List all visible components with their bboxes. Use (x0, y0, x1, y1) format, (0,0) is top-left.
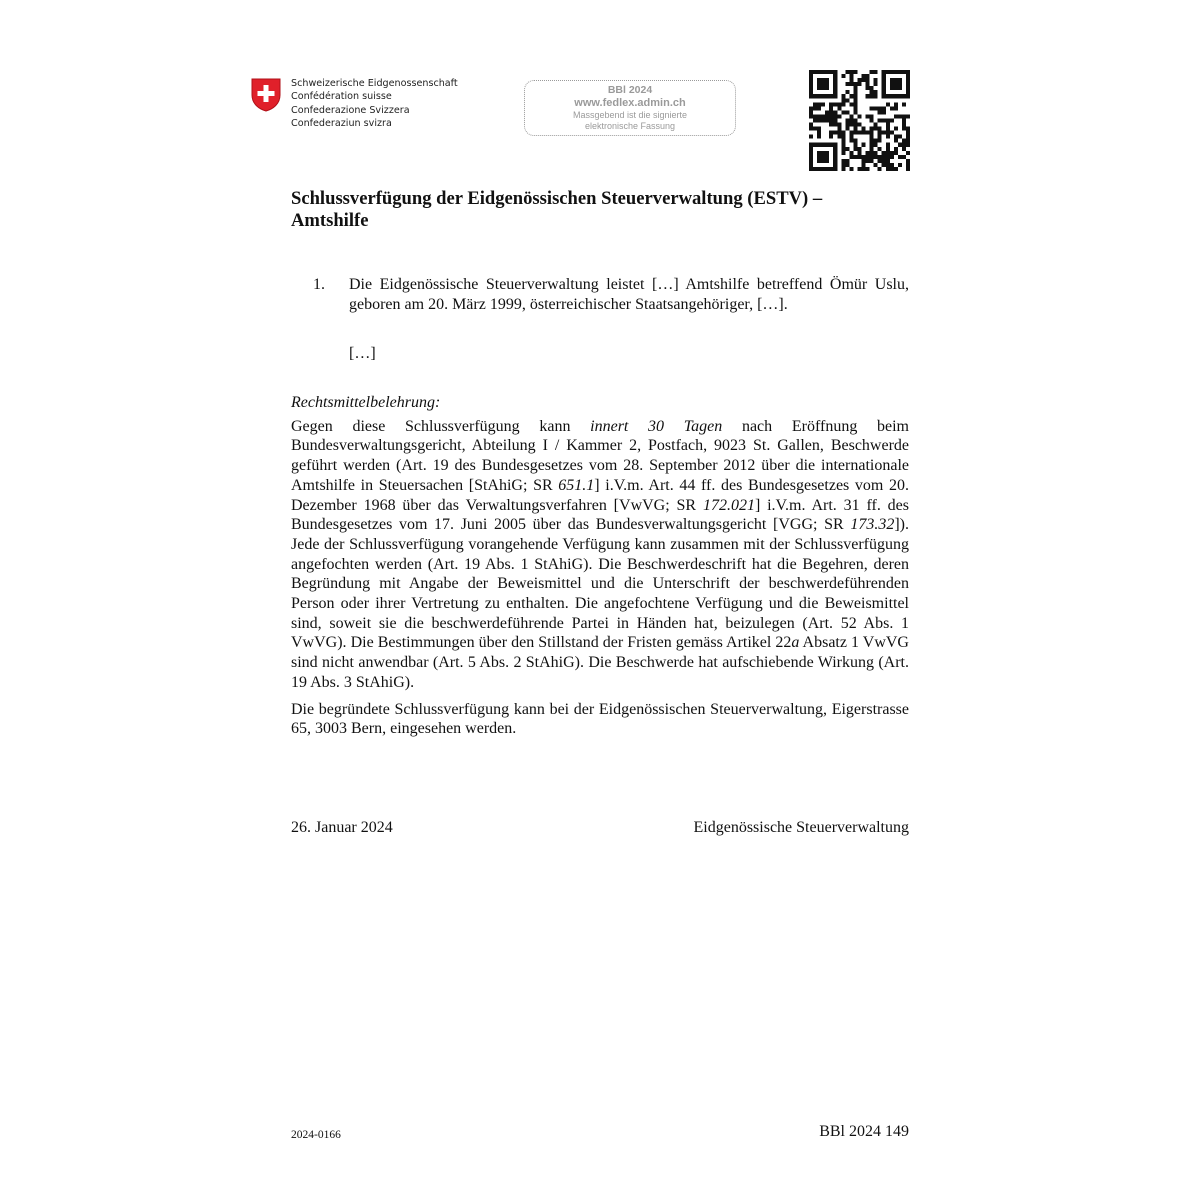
swiss-coat-of-arms-icon (251, 78, 281, 112)
sr-number: 172.021 (702, 496, 755, 514)
document-reference: 2024-0166 (291, 1129, 341, 1141)
text-run: nach Eröffnung beim Bundesverwaltungsgericht, Abteilung I / Kammer 2, Postfach, 9023 St. Gallen, Beschwerde geführt werden (Art. 19 des Bundesgesetzes vom 28. September 2012 über die internationale Amtshilfe in Steuersachen [StAhiG; SR (291, 417, 909, 494)
legal-paragraph-1 (291, 417, 909, 693)
document-title (291, 188, 911, 232)
omission-marker: […] (349, 345, 376, 362)
decision-item (313, 275, 909, 314)
text-run: Absatz 1 VwVG sind nicht anwendbar (Art. 5 Abs. 2 StAhiG). Die Beschwerde hat aufschiebende Wirkung (Art. 19 Abs. 3 StAhiG). (291, 634, 909, 691)
legal-paragraph-2: Die begründete Schlussverfügung kann bei der Eidgenössischen Steuerverwaltung, Eigerstrasse 65, 3003 Bern, eingesehen werden. (291, 700, 909, 738)
section-heading: Rechtsmittelbelehrung: (291, 394, 441, 411)
issuing-authority: Eidgenössische Steuerverwaltung (693, 819, 909, 836)
confederation-name-de: Schweizerische Eidgenossenschaft (291, 78, 458, 89)
text-run: ] i.V.m. Art. 44 ff. des Bundesgesetzes vom 20. Dezember 1968 über das Verwaltungsverfahren [VwVG; SR (291, 476, 909, 514)
title-line-2: Amtshilfe (291, 210, 369, 231)
stamp-website: www.fedlex.admin.ch (574, 97, 686, 109)
confederation-name-rm: Confederaziun svizra (291, 118, 392, 130)
legal-remedies-section (291, 393, 909, 746)
confederation-name-fr: Confédération suisse (291, 91, 392, 103)
stamp-publication: BBl 2024 (607, 84, 653, 96)
confederation-name-it: Confederazione Svizzera (291, 104, 410, 116)
sr-number: 651.1 (558, 476, 595, 494)
sr-number: 173.32 (850, 516, 895, 534)
item-number: 1. (313, 276, 325, 293)
stamp-note-line1: Massgebend ist die signierte (572, 110, 688, 120)
document-date: 26. Januar 2024 (291, 819, 393, 836)
title-line-1: Schlussverfügung der Eidgenössischen Steuerverwaltung (ESTV) – (291, 188, 823, 209)
article-suffix: a (791, 634, 800, 652)
page-reference: BBl 2024 149 (819, 1123, 909, 1140)
text-run: Gegen diese Schlussverfügung kann (291, 417, 591, 435)
confederation-names (291, 77, 458, 131)
item-text: Die Eidgenössische Steuerverwaltung leistet […] Amtshilfe betreffend Ömür Uslu, geboren am 20. März 1999, österreichischer Staatsangehöriger, […]. (349, 276, 909, 313)
stamp-note-line2: elektronische Fassung (584, 121, 676, 131)
text-run: ] i.V.m. Art. 31 ff. des Bundesgesetzes vom 17. Juni 2005 über das Bundesverwaltungsgericht [VGG; SR (291, 496, 909, 534)
publication-stamp (524, 80, 736, 136)
text-run: ]). Jede der Schlussverfügung vorangehende Verfügung kann zusammen mit der Schlussverfügung angefochten werden (Art. 19 Abs. 1 StAhiG). Die Beschwerdeschrift hat die Begehren, deren Begründung mit Angabe der Beweismittel und die Unterschrift der beschwerdeführenden Person oder ihrer Vertretung zu enthalten. Die angefochtene Verfügung und die Beweismittel sind, soweit sie die beschwerdeführende Partei in Händen hat, beizulegen (Art. 52 Abs. 1 VwVG). Die Bestimmungen über den Stillstand der Fristen gemäss Artikel 22 (291, 516, 909, 652)
deadline-emphasis: innert 30 Tagen (590, 417, 723, 435)
qr-code-icon (809, 70, 910, 171)
